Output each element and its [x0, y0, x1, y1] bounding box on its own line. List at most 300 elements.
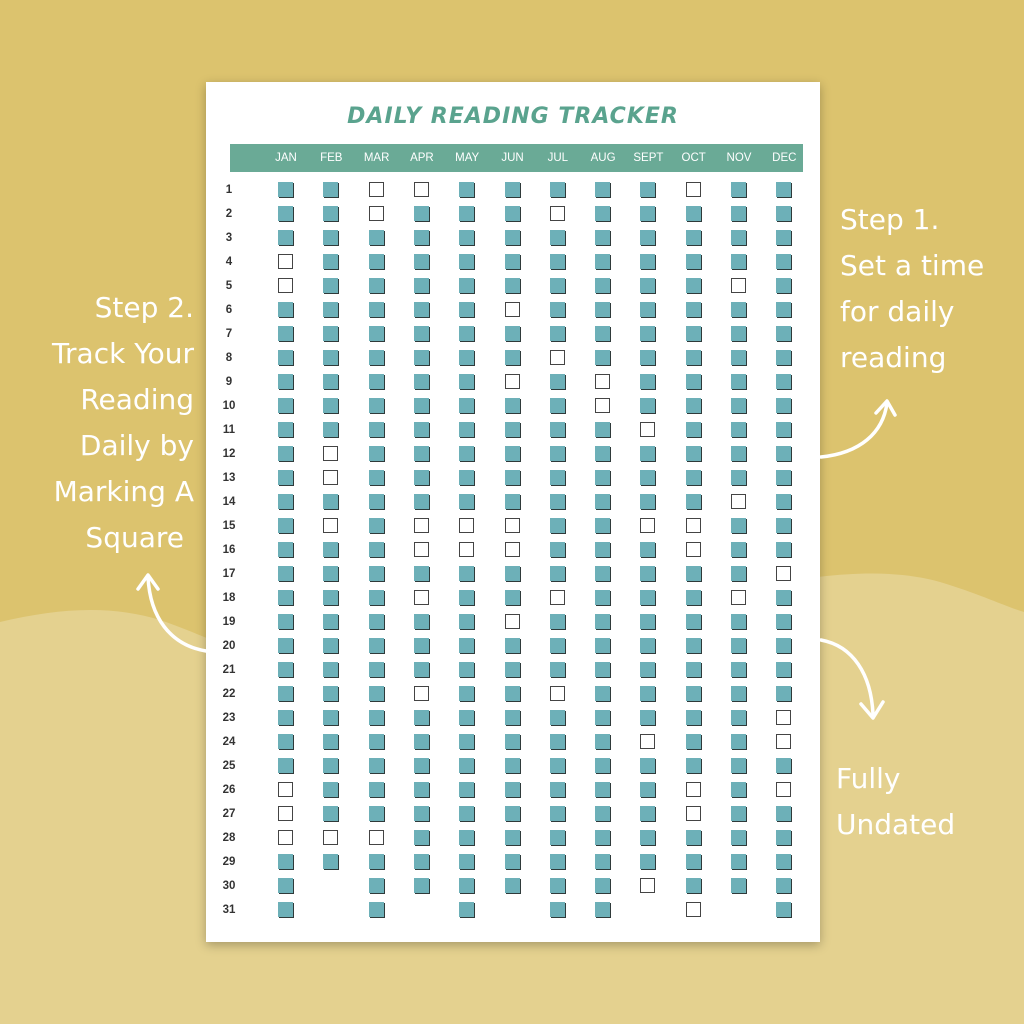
day-checkbox[interactable]	[369, 350, 384, 365]
day-checkbox[interactable]	[414, 374, 429, 389]
day-checkbox[interactable]	[731, 254, 746, 269]
day-checkbox[interactable]	[776, 254, 791, 269]
day-checkbox[interactable]	[550, 302, 565, 317]
day-checkbox[interactable]	[414, 782, 429, 797]
day-checkbox[interactable]	[278, 710, 293, 725]
day-checkbox[interactable]	[414, 662, 429, 677]
day-checkbox[interactable]	[459, 806, 474, 821]
day-checkbox[interactable]	[414, 614, 429, 629]
day-checkbox[interactable]	[505, 398, 520, 413]
day-checkbox[interactable]	[731, 422, 746, 437]
day-checkbox[interactable]	[369, 662, 384, 677]
day-checkbox[interactable]	[323, 830, 338, 845]
day-checkbox[interactable]	[686, 374, 701, 389]
day-checkbox[interactable]	[595, 302, 610, 317]
day-checkbox[interactable]	[278, 422, 293, 437]
day-checkbox[interactable]	[776, 446, 791, 461]
day-checkbox[interactable]	[595, 494, 610, 509]
day-checkbox[interactable]	[550, 854, 565, 869]
day-checkbox[interactable]	[640, 494, 655, 509]
day-checkbox[interactable]	[459, 398, 474, 413]
day-checkbox[interactable]	[550, 734, 565, 749]
day-checkbox[interactable]	[776, 206, 791, 221]
day-checkbox[interactable]	[776, 422, 791, 437]
day-checkbox[interactable]	[640, 398, 655, 413]
day-checkbox[interactable]	[731, 398, 746, 413]
day-checkbox[interactable]	[550, 638, 565, 653]
day-checkbox[interactable]	[550, 566, 565, 581]
day-checkbox[interactable]	[686, 662, 701, 677]
day-checkbox[interactable]	[595, 470, 610, 485]
day-checkbox[interactable]	[776, 590, 791, 605]
day-checkbox[interactable]	[369, 398, 384, 413]
day-checkbox[interactable]	[459, 614, 474, 629]
day-checkbox[interactable]	[776, 470, 791, 485]
day-checkbox[interactable]	[459, 446, 474, 461]
day-checkbox[interactable]	[640, 878, 655, 893]
day-checkbox[interactable]	[776, 686, 791, 701]
day-checkbox[interactable]	[505, 758, 520, 773]
day-checkbox[interactable]	[595, 734, 610, 749]
day-checkbox[interactable]	[459, 182, 474, 197]
day-checkbox[interactable]	[776, 542, 791, 557]
day-checkbox[interactable]	[640, 566, 655, 581]
day-checkbox[interactable]	[505, 638, 520, 653]
day-checkbox[interactable]	[414, 830, 429, 845]
day-checkbox[interactable]	[550, 758, 565, 773]
day-checkbox[interactable]	[278, 854, 293, 869]
day-checkbox[interactable]	[323, 734, 338, 749]
day-checkbox[interactable]	[278, 542, 293, 557]
day-checkbox[interactable]	[414, 254, 429, 269]
day-checkbox[interactable]	[595, 518, 610, 533]
day-checkbox[interactable]	[414, 854, 429, 869]
day-checkbox[interactable]	[776, 398, 791, 413]
day-checkbox[interactable]	[595, 782, 610, 797]
day-checkbox[interactable]	[459, 662, 474, 677]
day-checkbox[interactable]	[369, 542, 384, 557]
day-checkbox[interactable]	[640, 782, 655, 797]
day-checkbox[interactable]	[731, 350, 746, 365]
day-checkbox[interactable]	[369, 254, 384, 269]
day-checkbox[interactable]	[505, 230, 520, 245]
day-checkbox[interactable]	[505, 806, 520, 821]
day-checkbox[interactable]	[776, 638, 791, 653]
day-checkbox[interactable]	[278, 206, 293, 221]
day-checkbox[interactable]	[505, 686, 520, 701]
day-checkbox[interactable]	[278, 782, 293, 797]
day-checkbox[interactable]	[459, 758, 474, 773]
day-checkbox[interactable]	[505, 254, 520, 269]
day-checkbox[interactable]	[323, 614, 338, 629]
day-checkbox[interactable]	[323, 422, 338, 437]
day-checkbox[interactable]	[278, 734, 293, 749]
day-checkbox[interactable]	[595, 254, 610, 269]
day-checkbox[interactable]	[369, 878, 384, 893]
day-checkbox[interactable]	[595, 326, 610, 341]
day-checkbox[interactable]	[505, 326, 520, 341]
day-checkbox[interactable]	[731, 494, 746, 509]
day-checkbox[interactable]	[414, 542, 429, 557]
day-checkbox[interactable]	[505, 302, 520, 317]
day-checkbox[interactable]	[550, 590, 565, 605]
day-checkbox[interactable]	[686, 350, 701, 365]
day-checkbox[interactable]	[550, 278, 565, 293]
day-checkbox[interactable]	[776, 182, 791, 197]
day-checkbox[interactable]	[369, 422, 384, 437]
day-checkbox[interactable]	[595, 614, 610, 629]
day-checkbox[interactable]	[776, 854, 791, 869]
day-checkbox[interactable]	[369, 230, 384, 245]
day-checkbox[interactable]	[731, 854, 746, 869]
day-checkbox[interactable]	[278, 446, 293, 461]
day-checkbox[interactable]	[505, 830, 520, 845]
day-checkbox[interactable]	[731, 374, 746, 389]
day-checkbox[interactable]	[369, 638, 384, 653]
day-checkbox[interactable]	[595, 710, 610, 725]
day-checkbox[interactable]	[640, 686, 655, 701]
day-checkbox[interactable]	[323, 494, 338, 509]
day-checkbox[interactable]	[414, 878, 429, 893]
day-checkbox[interactable]	[640, 206, 655, 221]
day-checkbox[interactable]	[595, 230, 610, 245]
day-checkbox[interactable]	[278, 230, 293, 245]
day-checkbox[interactable]	[776, 806, 791, 821]
day-checkbox[interactable]	[550, 902, 565, 917]
day-checkbox[interactable]	[459, 566, 474, 581]
day-checkbox[interactable]	[640, 422, 655, 437]
day-checkbox[interactable]	[550, 518, 565, 533]
day-checkbox[interactable]	[686, 470, 701, 485]
day-checkbox[interactable]	[459, 902, 474, 917]
day-checkbox[interactable]	[640, 662, 655, 677]
day-checkbox[interactable]	[505, 470, 520, 485]
day-checkbox[interactable]	[369, 326, 384, 341]
day-checkbox[interactable]	[550, 230, 565, 245]
day-checkbox[interactable]	[369, 302, 384, 317]
day-checkbox[interactable]	[278, 494, 293, 509]
day-checkbox[interactable]	[550, 614, 565, 629]
day-checkbox[interactable]	[686, 638, 701, 653]
day-checkbox[interactable]	[640, 542, 655, 557]
day-checkbox[interactable]	[459, 518, 474, 533]
day-checkbox[interactable]	[323, 398, 338, 413]
day-checkbox[interactable]	[550, 494, 565, 509]
day-checkbox[interactable]	[595, 422, 610, 437]
day-checkbox[interactable]	[686, 182, 701, 197]
day-checkbox[interactable]	[686, 782, 701, 797]
day-checkbox[interactable]	[323, 446, 338, 461]
day-checkbox[interactable]	[731, 686, 746, 701]
day-checkbox[interactable]	[505, 446, 520, 461]
day-checkbox[interactable]	[640, 302, 655, 317]
day-checkbox[interactable]	[414, 206, 429, 221]
day-checkbox[interactable]	[550, 374, 565, 389]
day-checkbox[interactable]	[278, 662, 293, 677]
day-checkbox[interactable]	[505, 878, 520, 893]
day-checkbox[interactable]	[776, 518, 791, 533]
day-checkbox[interactable]	[459, 782, 474, 797]
day-checkbox[interactable]	[369, 470, 384, 485]
day-checkbox[interactable]	[278, 614, 293, 629]
day-checkbox[interactable]	[731, 470, 746, 485]
day-checkbox[interactable]	[686, 542, 701, 557]
day-checkbox[interactable]	[686, 806, 701, 821]
day-checkbox[interactable]	[505, 710, 520, 725]
day-checkbox[interactable]	[550, 806, 565, 821]
day-checkbox[interactable]	[323, 542, 338, 557]
day-checkbox[interactable]	[776, 782, 791, 797]
day-checkbox[interactable]	[776, 710, 791, 725]
day-checkbox[interactable]	[595, 806, 610, 821]
day-checkbox[interactable]	[776, 734, 791, 749]
day-checkbox[interactable]	[686, 686, 701, 701]
day-checkbox[interactable]	[414, 398, 429, 413]
day-checkbox[interactable]	[505, 782, 520, 797]
day-checkbox[interactable]	[414, 230, 429, 245]
day-checkbox[interactable]	[595, 854, 610, 869]
day-checkbox[interactable]	[278, 830, 293, 845]
day-checkbox[interactable]	[550, 446, 565, 461]
day-checkbox[interactable]	[640, 374, 655, 389]
day-checkbox[interactable]	[595, 662, 610, 677]
day-checkbox[interactable]	[686, 206, 701, 221]
day-checkbox[interactable]	[776, 494, 791, 509]
day-checkbox[interactable]	[686, 590, 701, 605]
day-checkbox[interactable]	[369, 782, 384, 797]
day-checkbox[interactable]	[731, 878, 746, 893]
day-checkbox[interactable]	[459, 374, 474, 389]
day-checkbox[interactable]	[640, 758, 655, 773]
day-checkbox[interactable]	[686, 878, 701, 893]
day-checkbox[interactable]	[505, 542, 520, 557]
day-checkbox[interactable]	[505, 662, 520, 677]
day-checkbox[interactable]	[550, 662, 565, 677]
day-checkbox[interactable]	[731, 806, 746, 821]
day-checkbox[interactable]	[323, 686, 338, 701]
day-checkbox[interactable]	[595, 374, 610, 389]
day-checkbox[interactable]	[323, 206, 338, 221]
day-checkbox[interactable]	[640, 230, 655, 245]
day-checkbox[interactable]	[731, 614, 746, 629]
day-checkbox[interactable]	[278, 254, 293, 269]
day-checkbox[interactable]	[731, 590, 746, 605]
day-checkbox[interactable]	[731, 566, 746, 581]
day-checkbox[interactable]	[323, 470, 338, 485]
day-checkbox[interactable]	[731, 782, 746, 797]
day-checkbox[interactable]	[505, 422, 520, 437]
day-checkbox[interactable]	[640, 278, 655, 293]
day-checkbox[interactable]	[550, 398, 565, 413]
day-checkbox[interactable]	[414, 446, 429, 461]
day-checkbox[interactable]	[640, 830, 655, 845]
day-checkbox[interactable]	[278, 182, 293, 197]
day-checkbox[interactable]	[459, 710, 474, 725]
day-checkbox[interactable]	[595, 566, 610, 581]
day-checkbox[interactable]	[278, 686, 293, 701]
day-checkbox[interactable]	[369, 686, 384, 701]
day-checkbox[interactable]	[640, 638, 655, 653]
day-checkbox[interactable]	[369, 830, 384, 845]
day-checkbox[interactable]	[323, 518, 338, 533]
day-checkbox[interactable]	[323, 182, 338, 197]
day-checkbox[interactable]	[369, 566, 384, 581]
day-checkbox[interactable]	[369, 758, 384, 773]
day-checkbox[interactable]	[323, 350, 338, 365]
day-checkbox[interactable]	[595, 350, 610, 365]
day-checkbox[interactable]	[278, 638, 293, 653]
day-checkbox[interactable]	[686, 710, 701, 725]
day-checkbox[interactable]	[731, 326, 746, 341]
day-checkbox[interactable]	[369, 590, 384, 605]
day-checkbox[interactable]	[459, 590, 474, 605]
day-checkbox[interactable]	[323, 374, 338, 389]
day-checkbox[interactable]	[731, 710, 746, 725]
day-checkbox[interactable]	[278, 758, 293, 773]
day-checkbox[interactable]	[369, 182, 384, 197]
day-checkbox[interactable]	[459, 350, 474, 365]
day-checkbox[interactable]	[459, 206, 474, 221]
day-checkbox[interactable]	[640, 518, 655, 533]
day-checkbox[interactable]	[323, 590, 338, 605]
day-checkbox[interactable]	[459, 734, 474, 749]
day-checkbox[interactable]	[686, 518, 701, 533]
day-checkbox[interactable]	[505, 494, 520, 509]
day-checkbox[interactable]	[278, 590, 293, 605]
day-checkbox[interactable]	[323, 782, 338, 797]
day-checkbox[interactable]	[459, 878, 474, 893]
day-checkbox[interactable]	[414, 182, 429, 197]
day-checkbox[interactable]	[595, 446, 610, 461]
day-checkbox[interactable]	[640, 254, 655, 269]
day-checkbox[interactable]	[550, 470, 565, 485]
day-checkbox[interactable]	[550, 710, 565, 725]
day-checkbox[interactable]	[459, 278, 474, 293]
day-checkbox[interactable]	[414, 590, 429, 605]
day-checkbox[interactable]	[595, 590, 610, 605]
day-checkbox[interactable]	[459, 230, 474, 245]
day-checkbox[interactable]	[550, 830, 565, 845]
day-checkbox[interactable]	[640, 710, 655, 725]
day-checkbox[interactable]	[414, 302, 429, 317]
day-checkbox[interactable]	[731, 446, 746, 461]
day-checkbox[interactable]	[550, 206, 565, 221]
day-checkbox[interactable]	[595, 398, 610, 413]
day-checkbox[interactable]	[323, 854, 338, 869]
day-checkbox[interactable]	[278, 350, 293, 365]
day-checkbox[interactable]	[414, 350, 429, 365]
day-checkbox[interactable]	[459, 542, 474, 557]
day-checkbox[interactable]	[459, 254, 474, 269]
day-checkbox[interactable]	[278, 302, 293, 317]
day-checkbox[interactable]	[776, 302, 791, 317]
day-checkbox[interactable]	[369, 614, 384, 629]
day-checkbox[interactable]	[731, 182, 746, 197]
day-checkbox[interactable]	[595, 758, 610, 773]
day-checkbox[interactable]	[686, 446, 701, 461]
day-checkbox[interactable]	[595, 206, 610, 221]
day-checkbox[interactable]	[776, 758, 791, 773]
day-checkbox[interactable]	[686, 566, 701, 581]
day-checkbox[interactable]	[595, 542, 610, 557]
day-checkbox[interactable]	[731, 542, 746, 557]
day-checkbox[interactable]	[278, 470, 293, 485]
day-checkbox[interactable]	[323, 710, 338, 725]
day-checkbox[interactable]	[686, 854, 701, 869]
day-checkbox[interactable]	[369, 494, 384, 509]
day-checkbox[interactable]	[278, 902, 293, 917]
day-checkbox[interactable]	[731, 230, 746, 245]
day-checkbox[interactable]	[776, 878, 791, 893]
day-checkbox[interactable]	[414, 422, 429, 437]
day-checkbox[interactable]	[686, 830, 701, 845]
day-checkbox[interactable]	[459, 494, 474, 509]
day-checkbox[interactable]	[686, 758, 701, 773]
day-checkbox[interactable]	[505, 614, 520, 629]
day-checkbox[interactable]	[278, 398, 293, 413]
day-checkbox[interactable]	[369, 854, 384, 869]
day-checkbox[interactable]	[776, 278, 791, 293]
day-checkbox[interactable]	[550, 326, 565, 341]
day-checkbox[interactable]	[414, 278, 429, 293]
day-checkbox[interactable]	[369, 446, 384, 461]
day-checkbox[interactable]	[323, 806, 338, 821]
day-checkbox[interactable]	[595, 686, 610, 701]
day-checkbox[interactable]	[505, 278, 520, 293]
day-checkbox[interactable]	[369, 374, 384, 389]
day-checkbox[interactable]	[686, 734, 701, 749]
day-checkbox[interactable]	[731, 638, 746, 653]
day-checkbox[interactable]	[278, 326, 293, 341]
day-checkbox[interactable]	[686, 302, 701, 317]
day-checkbox[interactable]	[459, 326, 474, 341]
day-checkbox[interactable]	[505, 518, 520, 533]
day-checkbox[interactable]	[595, 638, 610, 653]
day-checkbox[interactable]	[640, 854, 655, 869]
day-checkbox[interactable]	[369, 518, 384, 533]
day-checkbox[interactable]	[776, 374, 791, 389]
day-checkbox[interactable]	[776, 326, 791, 341]
day-checkbox[interactable]	[505, 590, 520, 605]
day-checkbox[interactable]	[505, 182, 520, 197]
day-checkbox[interactable]	[640, 350, 655, 365]
day-checkbox[interactable]	[323, 254, 338, 269]
day-checkbox[interactable]	[731, 662, 746, 677]
day-checkbox[interactable]	[731, 206, 746, 221]
day-checkbox[interactable]	[776, 230, 791, 245]
day-checkbox[interactable]	[776, 350, 791, 365]
day-checkbox[interactable]	[731, 278, 746, 293]
day-checkbox[interactable]	[414, 518, 429, 533]
day-checkbox[interactable]	[686, 326, 701, 341]
day-checkbox[interactable]	[776, 902, 791, 917]
day-checkbox[interactable]	[640, 326, 655, 341]
day-checkbox[interactable]	[459, 422, 474, 437]
day-checkbox[interactable]	[595, 830, 610, 845]
day-checkbox[interactable]	[640, 614, 655, 629]
day-checkbox[interactable]	[550, 182, 565, 197]
day-checkbox[interactable]	[459, 470, 474, 485]
day-checkbox[interactable]	[414, 326, 429, 341]
day-checkbox[interactable]	[505, 566, 520, 581]
day-checkbox[interactable]	[550, 422, 565, 437]
day-checkbox[interactable]	[278, 278, 293, 293]
day-checkbox[interactable]	[686, 278, 701, 293]
day-checkbox[interactable]	[323, 302, 338, 317]
day-checkbox[interactable]	[595, 902, 610, 917]
day-checkbox[interactable]	[595, 878, 610, 893]
day-checkbox[interactable]	[686, 230, 701, 245]
